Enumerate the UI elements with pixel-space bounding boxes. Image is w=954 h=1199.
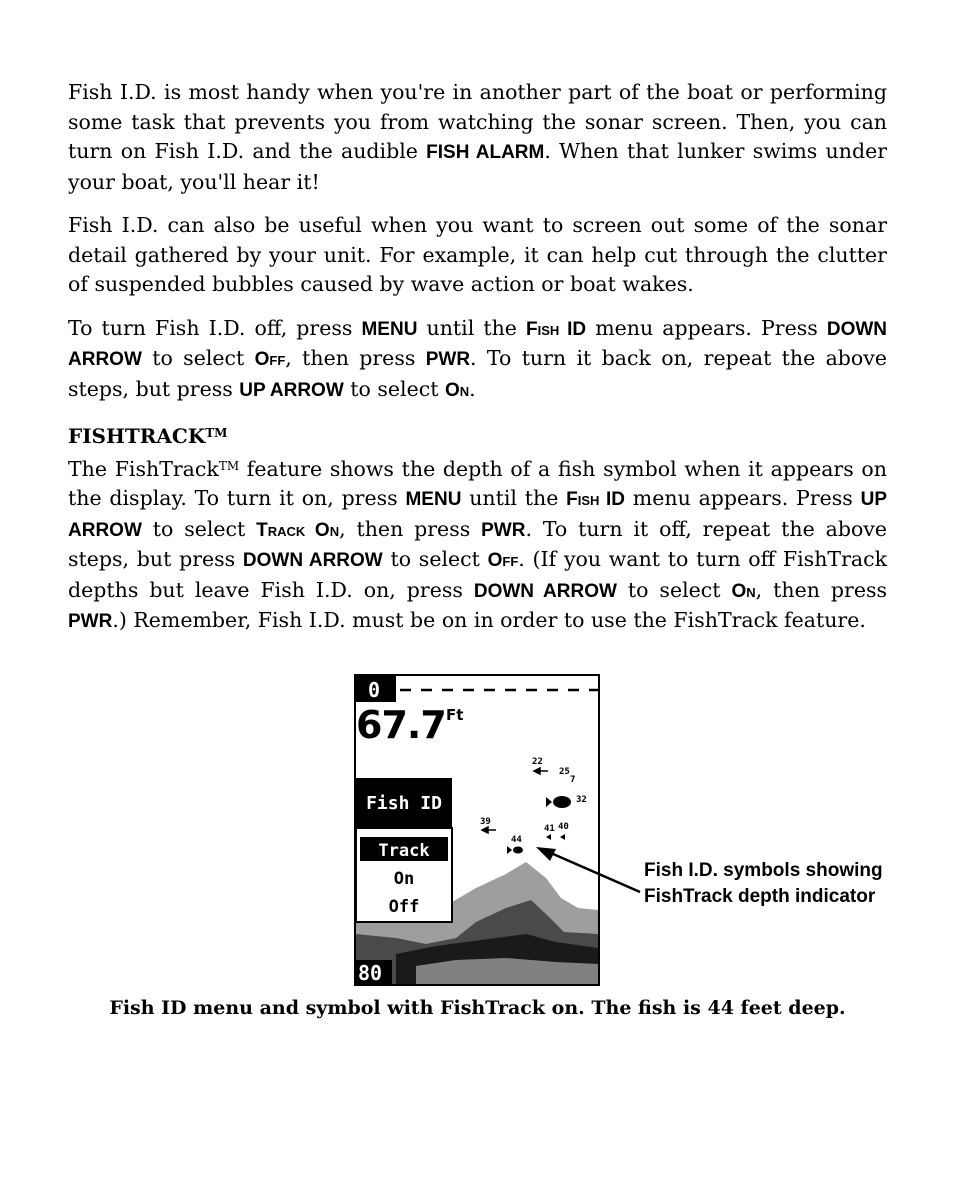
fish-depth-label: 32 xyxy=(576,795,587,805)
bottom-depth-label: 80 xyxy=(358,961,383,984)
paragraph-1: Fish I.D. is most handy when you're in another part of the boat or performing some task that prevents you from watching the sonar screen. Then, you can turn on Fish I.D. and the audible FISH ALARM. When that lunker swims under your boat, you'll hear it! xyxy=(68,80,887,194)
fish-depth-label: 39 xyxy=(480,817,491,827)
fish-depth-label: 44 xyxy=(511,835,522,845)
paragraph-4: The FishTrack™ feature shows the depth of a fish symbol when it appears on the display. To turn it on, press MENU until the Fish ID menu appears. Press UP ARROW to select Track On, then press PWR. To turn it off, repeat the above steps, but press DOWN ARROW to select Off. (If you want to turn off FishTrack depths but leave Fish I.D. on, press DOWN ARROW to select On, then press PWR.) Remember, Fish I.D. must be on in order to use the FishTrack feature. xyxy=(68,456,888,632)
fish-icon xyxy=(546,797,552,807)
fish-icon xyxy=(534,768,548,774)
depth-unit: Ft xyxy=(446,706,464,724)
menu-option-off: Off xyxy=(388,897,420,917)
paragraph-2: Fish I.D. can also be useful when you want to screen out some of the sonar detail gathered by your unit. For example, it can help cut through the clutter of suspended bubbles caused by wave action or boat wakes. xyxy=(68,213,887,296)
page-body xyxy=(68,78,887,651)
callout-text: Fish I.D. symbols showing FishTrack depth indicator xyxy=(644,860,883,907)
menu-key: MENU xyxy=(361,318,418,340)
top-depth-label: 0 xyxy=(368,678,381,702)
menu-option-on: On xyxy=(393,869,415,889)
fish-alarm-key: FISH ALARM xyxy=(426,142,545,163)
paragraph-3: To turn Fish I.D. off, press MENU until the Fish ID menu appears. Press DOWN ARROW to select Off, then press PWR. To turn it back on, repeat the above steps, but press UP ARROW to select On. xyxy=(68,315,887,401)
callout-arrow xyxy=(500,830,650,900)
off-option: Off xyxy=(254,349,286,370)
up-arrow-key: UP ARROW xyxy=(239,379,344,401)
on-option: On xyxy=(444,379,470,401)
section-heading: FISHTRACK™ xyxy=(68,424,228,448)
fish-depth-label: 25 xyxy=(559,767,570,777)
figure-caption: Fish ID menu and symbol with FishTrack on. The fish is 44 feet deep. xyxy=(109,997,846,1019)
fish-depth-label: 7 xyxy=(570,775,576,785)
fish-icon xyxy=(482,827,496,833)
menu-title: Fish ID xyxy=(366,793,442,814)
down-arrow-key: DOWN ARROW xyxy=(68,318,887,370)
fish-depth-label: 41 xyxy=(544,824,555,834)
digital-depth: 67.7 xyxy=(356,703,446,747)
fish-depth-label: 40 xyxy=(558,822,569,832)
menu-option-track: Track xyxy=(378,841,430,861)
fish-depth-label: 22 xyxy=(532,757,543,767)
pwr-key: PWR xyxy=(425,349,471,370)
fish-id-menu-name: Fish ID xyxy=(526,318,587,340)
fish-icon xyxy=(553,796,571,808)
